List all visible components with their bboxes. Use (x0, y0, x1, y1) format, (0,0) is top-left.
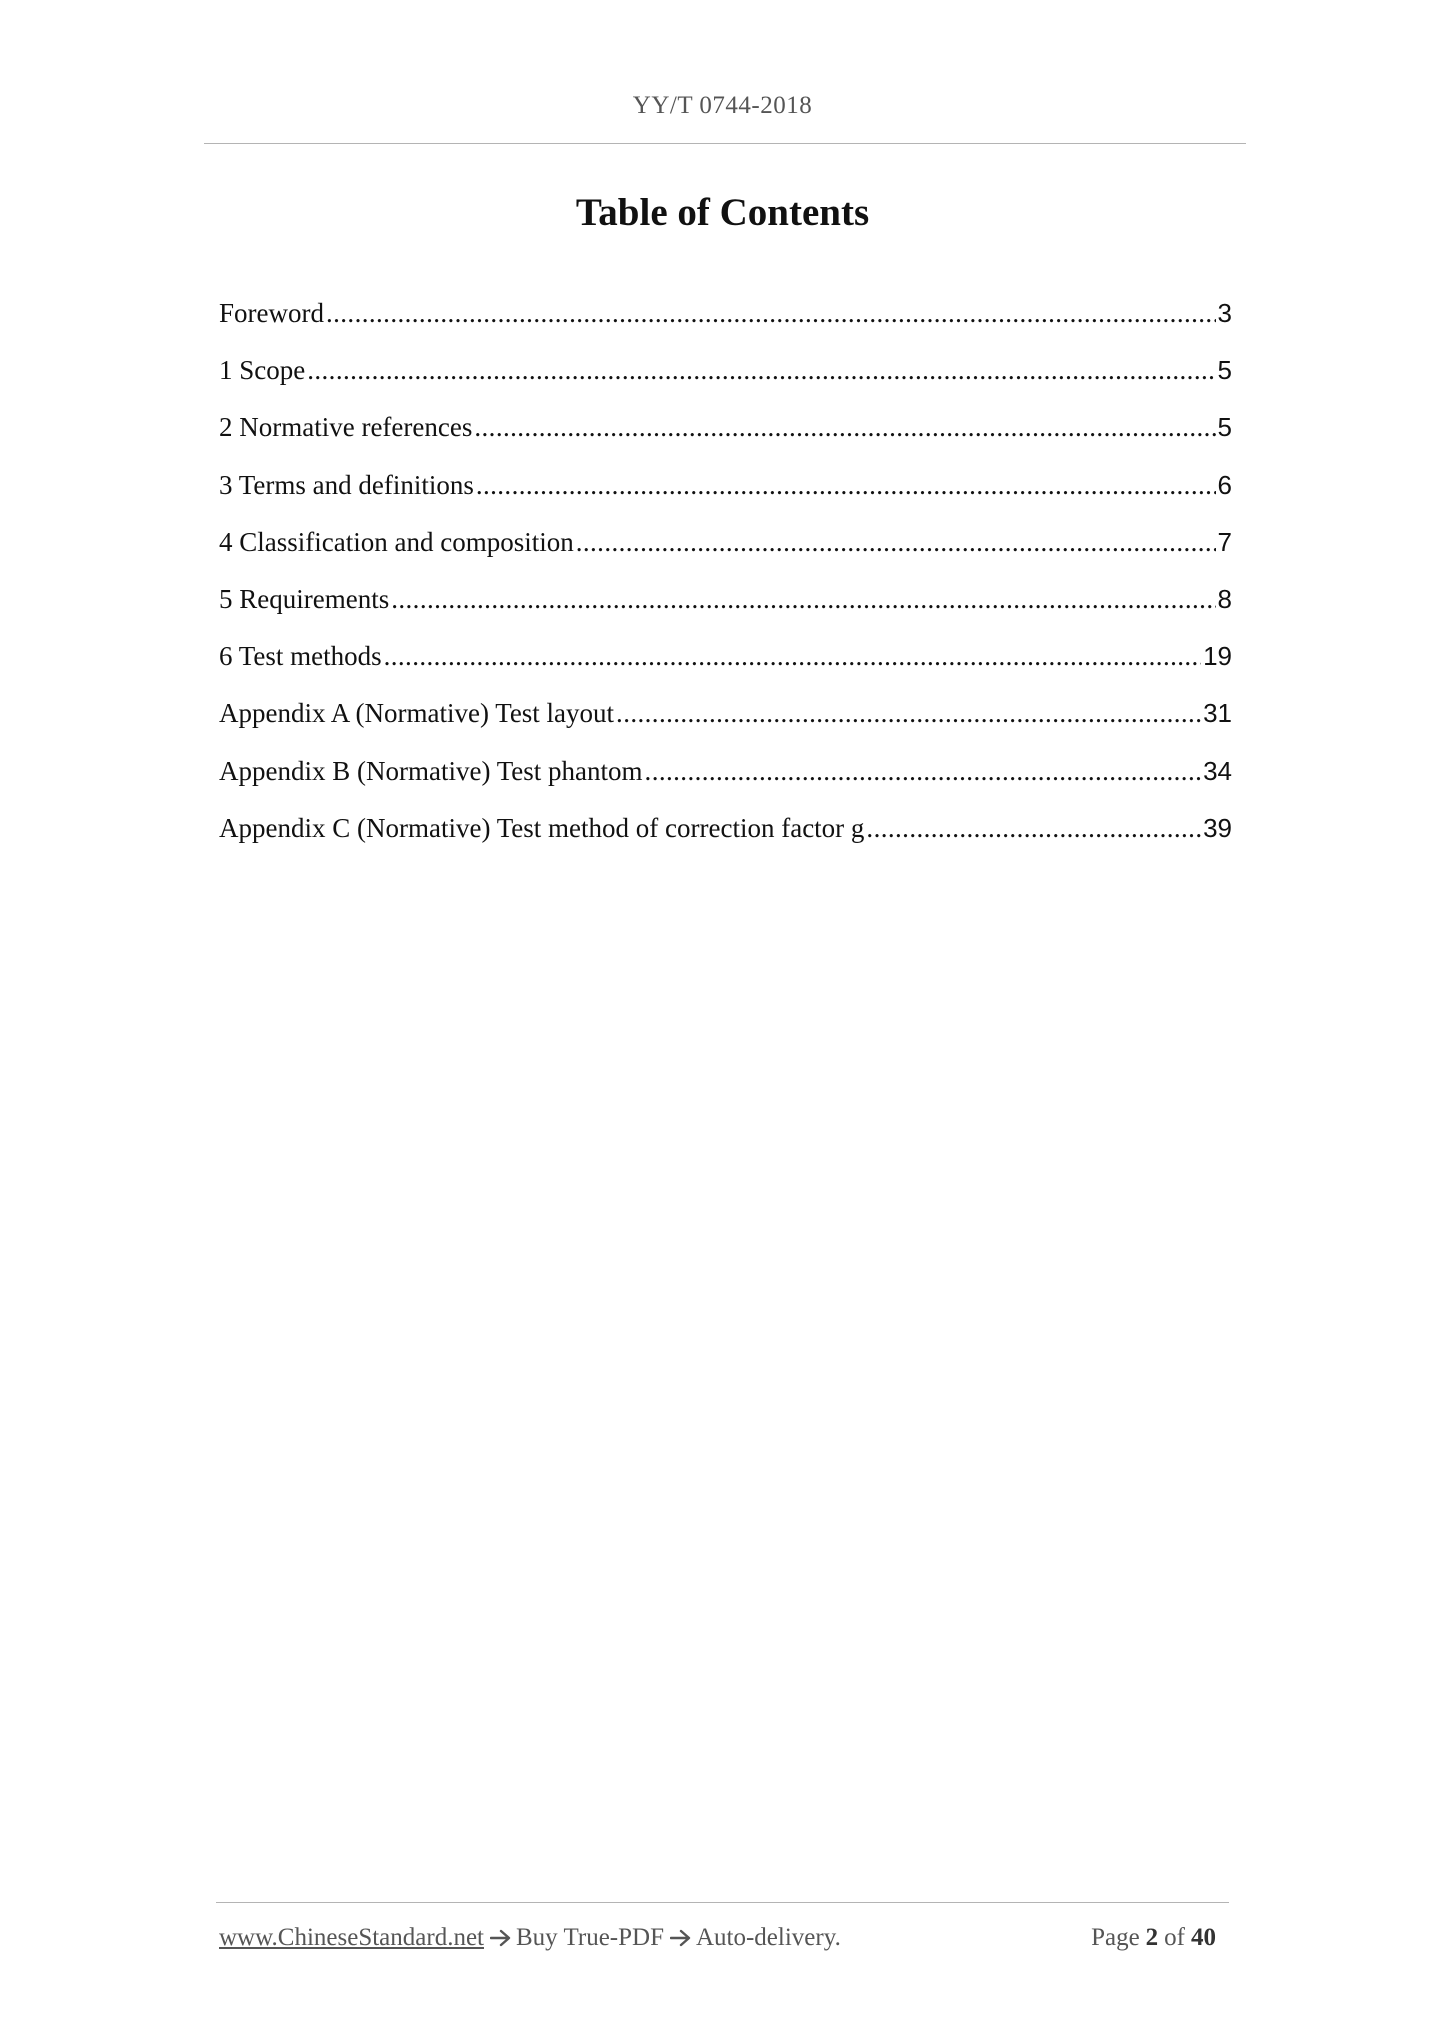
dot-leader (307, 355, 1215, 386)
page-word: Page (1091, 1924, 1140, 1951)
toc-entry-title: 1 Scope (219, 355, 306, 386)
toc-entry-title: Appendix C (Normative) Test method of correction factor g (219, 812, 865, 843)
toc-entry-page-number: 3 (1217, 298, 1232, 328)
dot-leader (866, 813, 1201, 844)
header-divider (204, 143, 1246, 144)
table-of-contents (219, 298, 1232, 870)
toc-entry-page-number: 19 (1203, 641, 1232, 672)
dot-leader (391, 584, 1215, 615)
document-code-header: YY/T 0744-2018 (632, 92, 813, 119)
dot-leader (384, 641, 1201, 672)
toc-entry-test-methods[interactable] (219, 641, 1232, 698)
dot-leader (645, 756, 1202, 787)
toc-entry-page-number: 39 (1203, 812, 1232, 843)
site-link[interactable]: www.ChineseStandard.net (219, 1924, 484, 1951)
of-word: of (1164, 1924, 1185, 1951)
toc-entry-page-number: 8 (1217, 583, 1232, 614)
page-footer (219, 1924, 1222, 1952)
toc-entry-appendix-a[interactable] (219, 698, 1232, 755)
toc-entry-normative-references[interactable] (219, 412, 1232, 469)
page-indicator (1091, 1924, 1222, 1952)
footer-divider (216, 1902, 1229, 1903)
toc-entry-title: 2 Normative references (219, 412, 473, 443)
auto-delivery-text: Auto-delivery. (695, 1924, 841, 1951)
toc-entry-terms-and-definitions[interactable] (219, 470, 1232, 527)
toc-entry-title: Appendix B (Normative) Test phantom (219, 755, 643, 786)
total-pages-number: 40 (1191, 1924, 1216, 1951)
buy-true-pdf-text: Buy True-PDF (516, 1924, 664, 1951)
toc-entry-appendix-b[interactable] (219, 756, 1232, 813)
dot-leader (326, 298, 1216, 329)
toc-entry-title: 6 Test methods (219, 641, 382, 672)
right-arrow-icon (490, 1929, 512, 1947)
toc-entry-page-number: 34 (1203, 755, 1232, 786)
toc-entry-appendix-c[interactable] (219, 813, 1232, 870)
toc-entry-requirements[interactable] (219, 584, 1232, 641)
toc-entry-foreword[interactable] (219, 298, 1232, 355)
toc-entry-title: Foreword (219, 298, 324, 328)
right-arrow-icon (670, 1929, 692, 1947)
toc-entry-title: 5 Requirements (219, 583, 390, 614)
toc-entry-page-number: 7 (1217, 526, 1232, 557)
toc-entry-title: 4 Classification and composition (219, 526, 574, 557)
toc-entry-page-number: 31 (1203, 698, 1232, 729)
footer-promo (219, 1924, 841, 1952)
dot-leader (474, 412, 1215, 443)
toc-entry-page-number: 5 (1217, 355, 1232, 386)
toc-entry-title: 3 Terms and definitions (219, 469, 474, 500)
toc-entry-page-number: 5 (1217, 412, 1232, 443)
dot-leader (576, 527, 1216, 558)
toc-entry-classification[interactable] (219, 527, 1232, 584)
toc-entry-scope[interactable] (219, 355, 1232, 412)
dot-leader (616, 698, 1201, 729)
toc-entry-title: Appendix A (Normative) Test layout (219, 698, 615, 729)
current-page-number: 2 (1145, 1924, 1159, 1951)
toc-entry-page-number: 6 (1217, 469, 1232, 500)
page-title: Table of Contents (575, 191, 870, 234)
dot-leader (476, 470, 1216, 501)
